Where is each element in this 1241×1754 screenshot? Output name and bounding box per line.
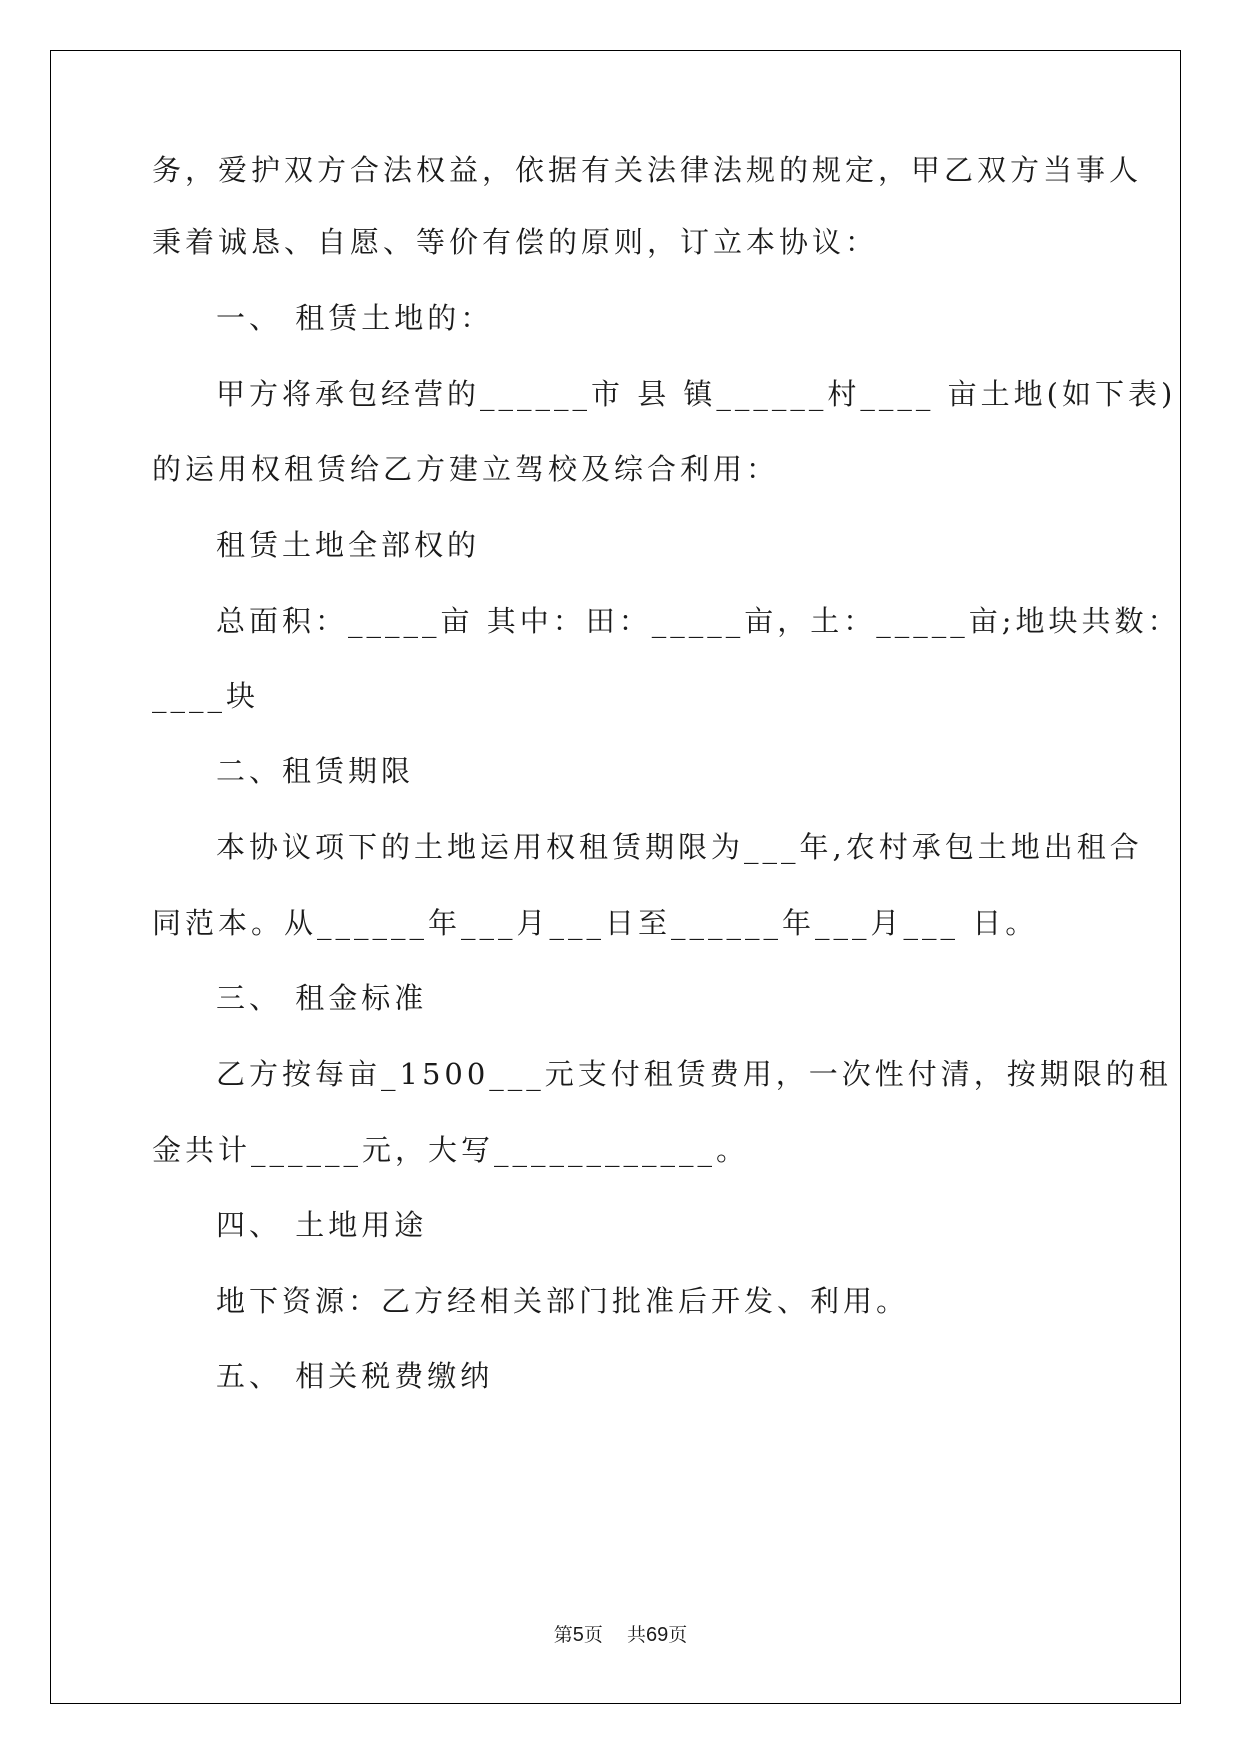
footer-page-suffix: 页 <box>583 1624 603 1646</box>
text-line-8: ____块 <box>152 679 260 713</box>
text-line-10: 本协议项下的土地运用权租赁期限为___年,农村承包土地出租合 <box>216 830 1143 864</box>
section-heading-5: 五、 相关税费缴纳 <box>216 1359 494 1393</box>
text-line-11: 同范本。从______年___月___日至______年___月___ 日。 <box>152 906 1039 940</box>
text-line-7: 总面积：_____亩 其中：田：_____亩，土：_____亩;地块共数： <box>216 604 1181 638</box>
section-heading-1: 一、 租赁土地的： <box>216 301 494 335</box>
footer-page-number: 5 <box>572 1624 584 1646</box>
text-line-16: 地下资源：乙方经相关部门批准后开发、利用。 <box>216 1284 910 1318</box>
text-line-14: 金共计______元，大写____________。 <box>152 1133 750 1167</box>
text-line-4: 甲方将承包经营的______市 县 镇______村____ 亩土地(如下表) <box>216 377 1177 411</box>
section-heading-2: 二、租赁期限 <box>216 754 415 788</box>
text-line-13: 乙方按每亩_1500___元支付租赁费用，一次性付清，按期限的租 <box>216 1057 1172 1091</box>
text-line-6: 租赁土地全部权的 <box>216 528 481 562</box>
text-line-2: 秉着诚恳、自愿、等价有偿的原则，订立本协议： <box>152 225 879 259</box>
text-line-5: 的运用权租赁给乙方建立驾校及综合利用： <box>152 452 780 486</box>
text-line-1: 务，爱护双方合法权益，依据有关法律法规的规定，甲乙双方当事人 <box>152 153 1143 187</box>
footer-total-suffix: 页 <box>668 1624 688 1646</box>
page-footer <box>0 1622 1241 1648</box>
section-heading-4: 四、 土地用途 <box>216 1208 428 1242</box>
footer-page-prefix: 第 <box>553 1624 573 1646</box>
section-heading-3: 三、 租金标准 <box>216 981 428 1015</box>
footer-total-pages: 69 <box>646 1624 669 1646</box>
footer-total-prefix: 共 <box>627 1624 647 1646</box>
